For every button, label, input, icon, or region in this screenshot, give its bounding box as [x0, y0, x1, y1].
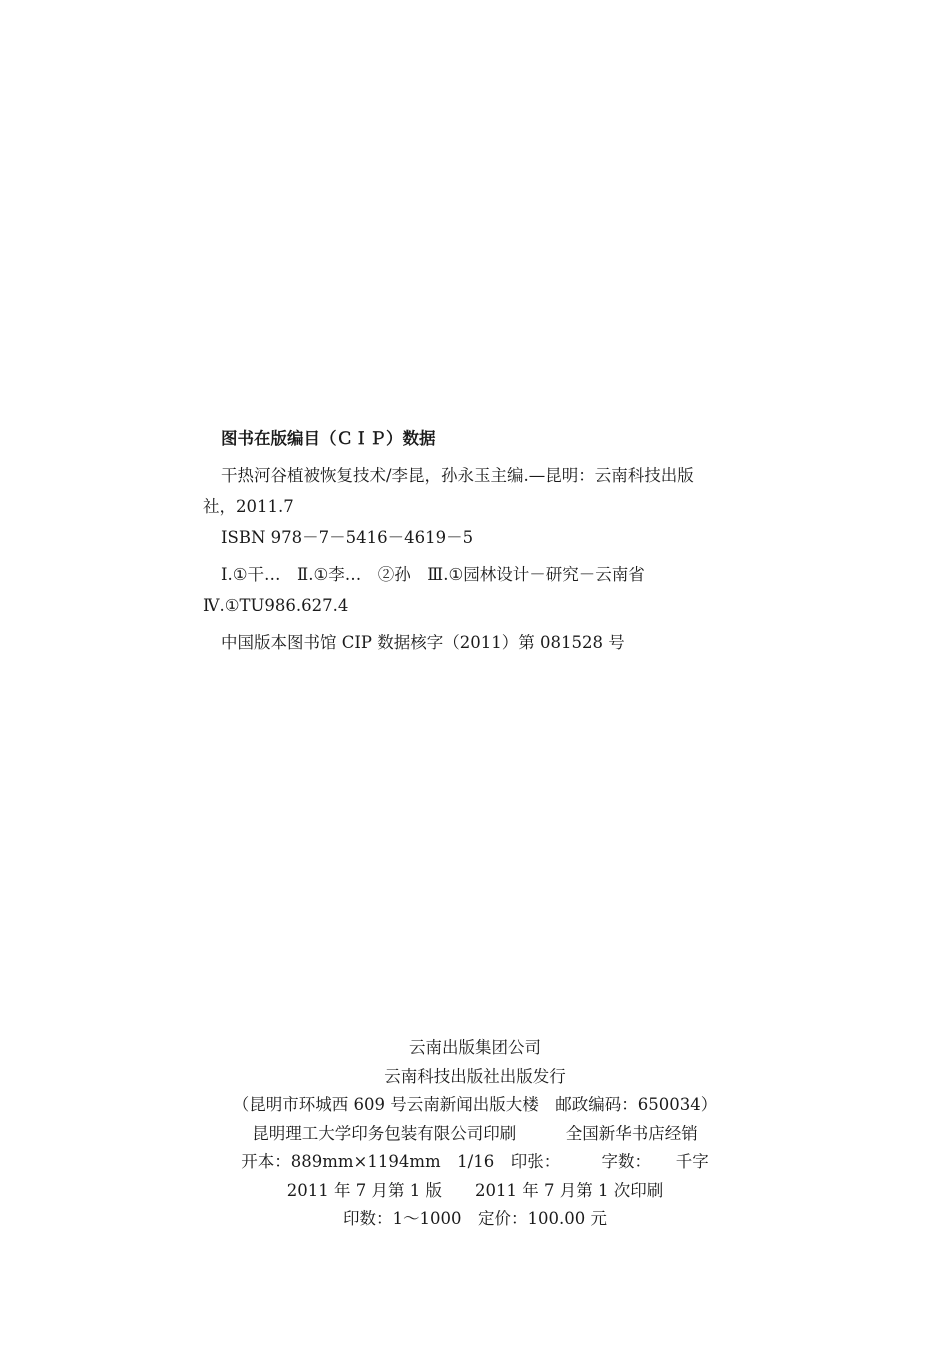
format-info: 开本：889mm×1194mm 1/16 印张： 字数： 千字: [241, 1152, 709, 1171]
edition-info: 2011 年 7 月第 1 版 2011 年 7 月第 1 次印刷: [286, 1180, 664, 1200]
publication-info-block: [0, 1034, 950, 1234]
publisher-press: 云南科技出版社出版发行: [384, 1066, 566, 1086]
publisher-group: 云南出版集团公司: [409, 1038, 541, 1057]
cip-data-block: [203, 424, 723, 658]
cip-isbn: ISBN 978－7－5416－4619－5: [221, 528, 474, 547]
publisher-address: （昆明市环城西 609 号云南新闻出版大楼 邮政编码：650034）: [232, 1095, 718, 1114]
cip-classification: Ⅰ.①干… Ⅱ.①李… ②孙 Ⅲ.①园林设计－研究－云南省 Ⅳ.①TU986.627.4: [203, 565, 662, 615]
cip-number: 中国版本图书馆 CIP 数据核字（2011）第 081528 号: [221, 633, 625, 652]
price-info: 印数：1～1000 定价：100.00 元: [343, 1209, 607, 1228]
cip-title-entry: 干热河谷植被恢复技术/李昆，孙永玉主编.—昆明：云南科技出版社，2011.7: [203, 466, 694, 516]
printing-info: 昆明理工大学印务包装有限公司印刷 全国新华书店经销: [252, 1123, 698, 1143]
cip-heading: 图书在版编目（ＣＩＰ）数据: [221, 429, 436, 448]
